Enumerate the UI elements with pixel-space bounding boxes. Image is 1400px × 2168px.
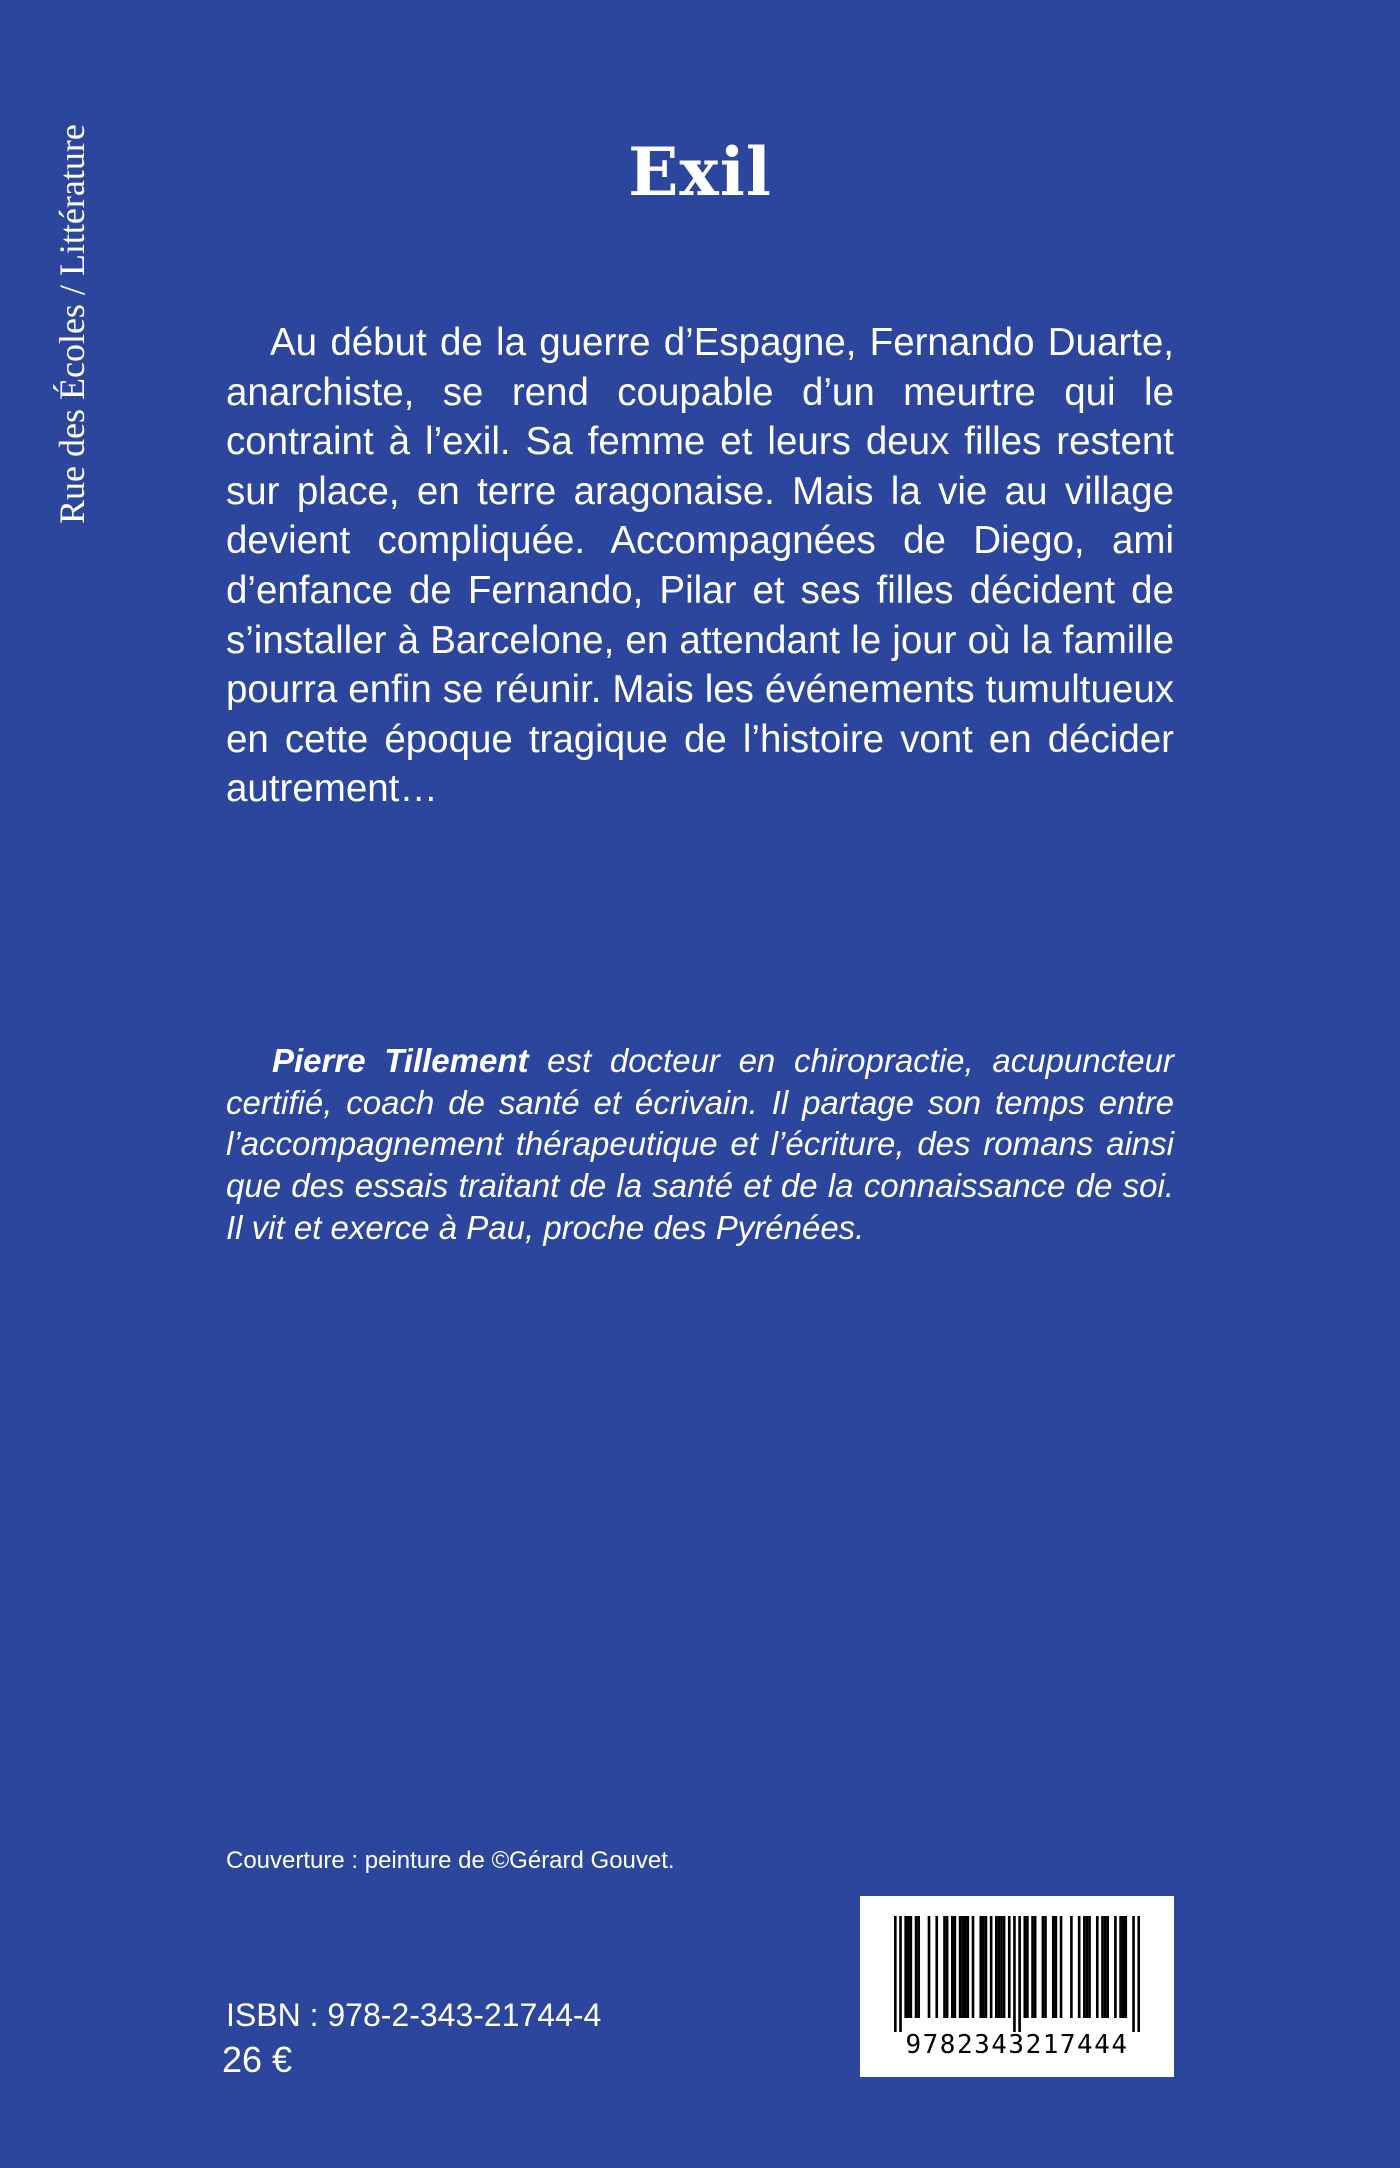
barcode-bar [907, 1916, 910, 2018]
barcode-bar [1088, 1916, 1091, 2018]
barcode-bar [967, 1916, 970, 2018]
barcode-bar [1137, 1916, 1140, 2032]
barcode-bar [915, 1916, 918, 2018]
collection-label: Rue des Écoles / Littérature [52, 124, 92, 524]
barcode-bar [1104, 1916, 1107, 2018]
barcode-bar [943, 1916, 946, 2018]
barcode-bar [1114, 1916, 1117, 2018]
barcode-bar [1023, 1916, 1026, 2018]
barcode-bar [1124, 1916, 1127, 2018]
barcode-bar [1003, 1916, 1006, 2018]
barcode-bar [910, 1916, 913, 2018]
barcode-bar [959, 1916, 962, 2018]
barcode-bar [1018, 1916, 1021, 2032]
cover-credit: Couverture : peinture de ©Gérard Gouvet. [226, 1847, 675, 1874]
barcode-bar [979, 1916, 982, 2018]
author-bio-paragraph [226, 1040, 1174, 1249]
barcode-bar [1031, 1916, 1034, 2018]
barcode-bar [964, 1916, 967, 2018]
barcode-bar [1086, 1916, 1089, 2018]
barcode-bar [928, 1916, 931, 2018]
barcode-bar [1060, 1916, 1063, 2018]
barcode-bar [1078, 1916, 1081, 2018]
barcode-bar [1000, 1916, 1003, 2018]
book-title: Exil [628, 133, 772, 211]
barcode-bar [1052, 1916, 1055, 2018]
barcode-bar [1008, 1916, 1011, 2018]
barcode-bar [1106, 1916, 1109, 2018]
barcode-bar [1013, 1916, 1016, 2032]
barcode-bar [982, 1916, 985, 2018]
barcode-bar [917, 1916, 920, 2018]
barcode-bar [1122, 1916, 1125, 2018]
barcode-bar [954, 1916, 957, 2018]
barcode-bar [998, 1916, 1001, 2018]
barcode-bar [1034, 1916, 1037, 2018]
barcode-bar [990, 1916, 993, 2018]
barcode-bar [961, 1916, 964, 2018]
barcode-digits: 9782343217444 [905, 2030, 1129, 2060]
barcode-bar [1042, 1916, 1045, 2018]
price-text: 26 € [222, 2039, 293, 2080]
barcode-bar [946, 1916, 949, 2018]
barcode-bar [904, 1916, 907, 2018]
barcode-bar [894, 1916, 897, 2032]
isbn-text: ISBN : 978-2-343-21744-4 [226, 1997, 602, 2033]
barcode-bar [951, 1916, 954, 2018]
barcode-bar [1119, 1916, 1122, 2018]
barcode-bar [935, 1916, 938, 2018]
author-name: Pierre Tillement [272, 1042, 529, 1079]
barcode-bar [1096, 1916, 1099, 2018]
author-bio-text: est docteur en chiropractie, acupuncteur certifié, coach de santé et écrivain. Il partage son temps entre l’accompagnement thérapeutique et l’écriture, des romans ainsi que des essais traitant de la santé et de la connaissance de soi. Il vit et exerce à Pau, proche des Pyrénées. [226, 1042, 1174, 1246]
barcode-bar [1044, 1916, 1047, 2018]
barcode-bar [1026, 1916, 1029, 2018]
barcode-bar [985, 1916, 988, 2018]
barcode-bar [995, 1916, 998, 2018]
synopsis-paragraph: Au début de la guerre d’Espagne, Fernando Duarte, anarchiste, se rend coupable d’un meurtre qui le contraint à l’exil. Sa femme et leurs deux filles restent sur place, en terre aragonaise. Mais la vie au village devient compliquée. Accompagnées de Diego, ami d’enfance de Fernando, Pilar et ses filles décident de s’installer à Barcelone, en attendant le jour où la famille pourra enfin se réunir. Mais les événements tumultueux en cette époque tragique de l’histoire vont en décider autrement… [226, 321, 1174, 811]
barcode-bar [1132, 1916, 1135, 2032]
barcode [860, 1896, 1174, 2077]
barcode-bar [1055, 1916, 1058, 2018]
barcode-bar [1083, 1916, 1086, 2018]
barcode-bar [1101, 1916, 1104, 2018]
barcode-bar [972, 1916, 975, 2018]
barcode-bar [899, 1916, 902, 2032]
barcode-bar [1070, 1916, 1073, 2018]
barcode-bars [894, 1916, 1140, 2032]
